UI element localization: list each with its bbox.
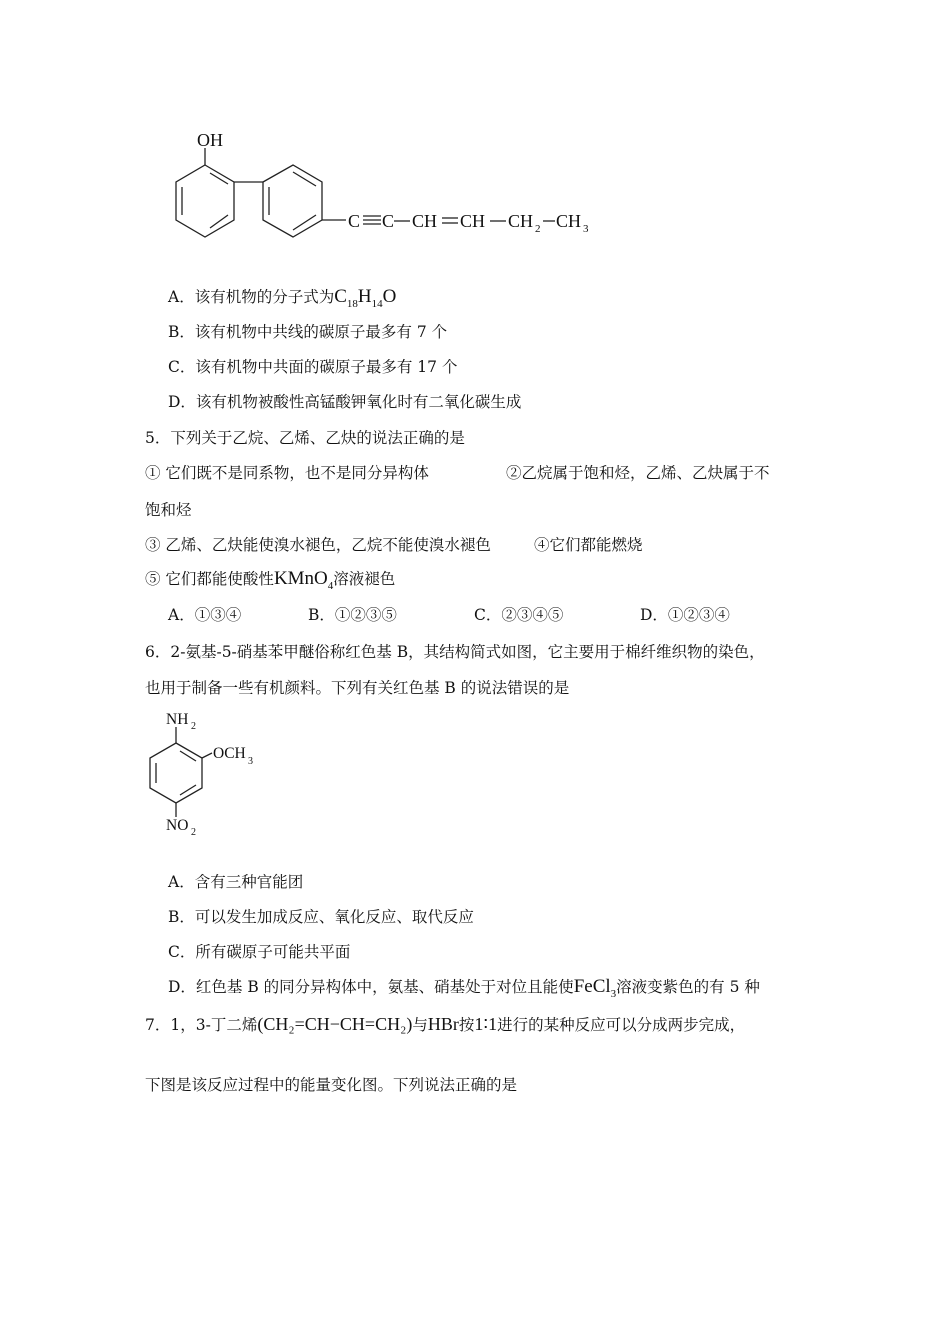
hbr-formula: HBr: [427, 1014, 459, 1034]
q5-option-c: C．②③④⑤: [474, 606, 564, 624]
butadiene-formula: CH₂=CH−CH=CH₂: [263, 1014, 407, 1034]
q6-option-b: B．可以发生加成反应、氧化反应、取代反应: [168, 908, 474, 926]
q5-option-b: B．①②③⑤: [308, 606, 397, 624]
q4-option-d: D．该有机物被酸性高锰酸钾氧化时有二氧化碳生成: [168, 393, 522, 411]
och3-sub: 3: [248, 756, 253, 767]
chain-ch2: CH: [460, 211, 486, 231]
och3-label: OCH: [213, 745, 246, 762]
no2-sub: 2: [191, 827, 196, 838]
q6-option-d: D．红色基 B 的同分异构体中，氨基、硝基处于对位且能使FeCl$_3$溶液变紫色的有 5 种: [168, 976, 760, 1000]
q5-statement-3: ③ 乙烯、乙炔能使溴水褪色，乙烷不能使溴水褪色: [145, 536, 491, 554]
chain-c1: C: [348, 211, 361, 231]
chain-ch1: CH: [412, 211, 438, 231]
q5-statement-1: ① 它们既不是同系物，也不是同分异构体: [145, 464, 429, 482]
oh-label: OH: [197, 130, 223, 150]
chain-ch2b: CH: [508, 211, 534, 231]
q6-option-c: C．所有碳原子可能共平面: [168, 943, 351, 961]
nh2-label: NH: [166, 711, 189, 728]
q7-stem-line2: 下图是该反应过程中的能量变化图。下列说法正确的是: [145, 1076, 518, 1094]
q7-stem-line1: 7．1，3-丁二烯(CH₂=CH−CH=CH₂)与HBr按1∶1进行的某种反应可以分成两步完成，: [145, 1014, 746, 1034]
q5-stem: 5．下列关于乙烷、乙烯、乙炔的说法正确的是: [145, 429, 465, 447]
q4-option-b: B．该有机物中共线的碳原子最多有 7 个: [168, 323, 448, 341]
no2-label: NO: [166, 817, 189, 834]
nh2-sub: 2: [191, 721, 196, 732]
q5-statement-4: ④它们都能燃烧: [534, 536, 643, 554]
chain-ch3-sub: 3: [583, 223, 589, 235]
chain-ch3: CH: [556, 211, 582, 231]
q6-stem-line1: 6．2-氨基-5-硝基苯甲醚俗称红色基 B，其结构简式如图，它主要用于棉纤维织物的染色，: [145, 643, 765, 661]
q5-statement-2: ②乙烷属于饱和烃，乙烯、乙炔属于不: [506, 464, 770, 482]
structure-biphenyl-enyne: [0, 0, 950, 270]
q4-option-c: C．该有机物中共面的碳原子最多有 17 个: [168, 358, 458, 376]
chain-c2: C: [382, 211, 395, 231]
q5-option-d: D．①②③④: [640, 606, 730, 624]
q4-option-a: A．该有机物的分子式为$C_{18}H_{14}O$: [168, 286, 397, 310]
q6-stem-line2: 也用于制备一些有机颜料。下列有关红色基 B 的说法错误的是: [145, 679, 570, 697]
q5-option-a: A．①③④: [168, 606, 242, 624]
ratio: 1∶1: [474, 1014, 498, 1034]
q5-statement-2-cont: 饱和烃: [145, 501, 192, 519]
q5-statement-5: ⑤ 它们都能使酸性KMnO$_4$溶液褪色: [145, 568, 396, 592]
structure-red-base-b: [140, 705, 440, 845]
q6-option-a: A．含有三种官能团: [168, 873, 304, 891]
chain-ch2b-sub: 2: [535, 223, 541, 235]
